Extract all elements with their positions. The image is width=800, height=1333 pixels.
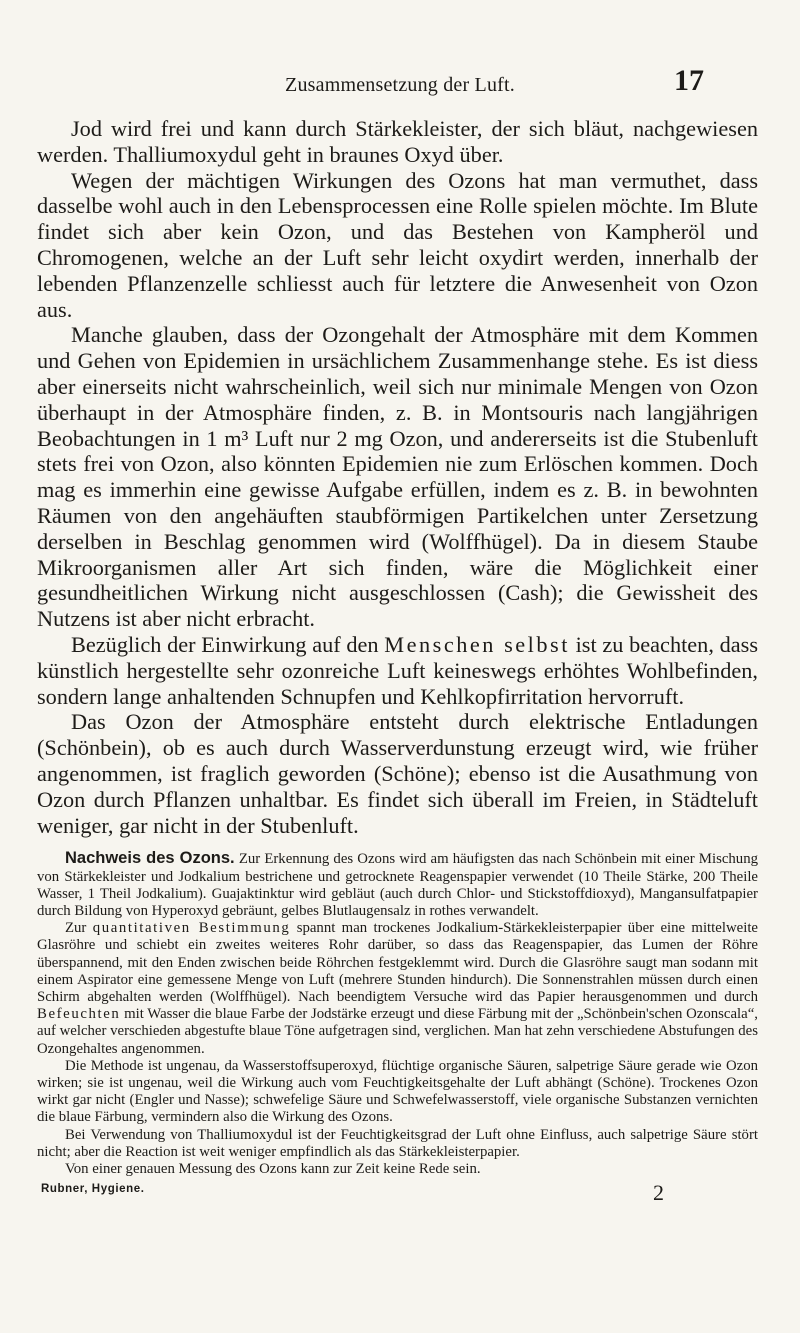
emphasis-spaced: quantitativen Bestimmung xyxy=(92,920,291,937)
text-run: ist zu beachten, dass künstlich hergestellte sehr ozonreiche Luft keineswegs erhöhtes Wohlbefinden, sondern lange anhaltenden Schnupfen und Kehlkopfirritation hervorruft. xyxy=(37,631,758,709)
running-title: Zusammensetzung der Luft. xyxy=(285,74,515,96)
main-text-block xyxy=(37,116,758,838)
printer-signature: Rubner, Hygiene. xyxy=(41,1183,145,1196)
section-heading: Nachweis des Ozons. xyxy=(65,849,235,868)
page-number: 17 xyxy=(674,64,704,97)
small-paragraph: Bei Verwendung von Thalliumoxydul ist der Feuchtigkeitsgrad der Luft ohne Einfluss, auch salpetrige Säure stört nicht; aber die Reaction ist weit weniger empfindlich als das Stärkekleisterpapier. xyxy=(37,1126,758,1160)
text-run: Bezüglich der Einwirkung auf den xyxy=(71,631,385,657)
section-nachweis xyxy=(37,850,758,920)
text-run: Zur Erkennung des Ozons wird am häufigsten das nach Schönbein mit einer Mischung von Stärkekleister und Jodkalium bestrichene und getrocknete Reagenspapier verwendet (10 Theile Stärke, 200 Theile Wasser, 1 Theil Jodkalium). Guajaktinktur wird gebläut (auch durch Chlor- und Stickstoffdioxyd), Mangansulfatpapier durch Bildung von Hyperoxyd gebräunt, gelbes Blutlaugensalz in rothes verwandelt. xyxy=(37,851,758,919)
small-paragraph: Von einer genauen Messung des Ozons kann zur Zeit keine Rede sein. xyxy=(65,1160,481,1177)
text-run: spannt man trockenes Jodkalium-Stärkekleisterpapier über eine mittelweite Glasröhre und schiebt ein zweites weiteres Rohr darüber, so dass das Reagenspapier, das Lumen der Röhre überspannend, mit den Enden zwischen beide Röhrchen festgeklemmt wird. Durch die Glasröhre saugt man sodann mit einem Aspirator eine gemessene Menge von Luft (mehrere Stunden hindurch). Die Sonnenstrahlen müssen durch einen Schirm abgehalten werden (Wolffhügel). Nach beendigtem Versuche wird das Papier herausgenommen und durch xyxy=(37,920,758,1005)
text-run: mit Wasser die blaue Farbe der Jodstärke erzeugt und diese Färbung mit der „Schönbein'schen Ozonscala“, auf welcher verschieden abgestufte blaue Töne aufgetragen sind, verglichen. Man hat zehn verschiedene Abstufungen des Ozongehaltes angenommen. xyxy=(37,1006,758,1057)
paragraph-quantitative xyxy=(37,920,758,1058)
page-body xyxy=(37,116,758,1206)
emphasis-spaced: Befeuchten xyxy=(37,1006,121,1023)
paragraph: Das Ozon der Atmosphäre entsteht durch elektrische Entladungen (Schönbein), ob es auch durch Wasserverdunstung erzeugt wird, wie früher angenommen, ist fraglich geworden (Schöne); ebenso ist die Ausathmung von Ozon durch Pflanzen unhaltbar. Es findet sich überall im Freien, in Städteluft weniger, gar nicht in der Stubenluft. xyxy=(37,709,758,838)
paragraph: Manche glauben, dass der Ozongehalt der Atmosphäre mit dem Kommen und Gehen von Epidemien in ursächlichem Zusammenhange stehe. Es ist diess aber einerseits nicht wahrscheinlich, weil sich nur minimale Mengen von Ozon überhaupt in der Atmosphäre finden, z. B. in Montsouris nach langjährigen Beobachtungen in 1 m³ Luft nur 2 mg Ozon, und andererseits ist die Stubenluft stets frei von Ozon, also könnten Epidemien nie zum Erlöschen kommen. Doch mag es immerhin eine gewisse Aufgabe erfüllen, indem es z. B. in bewohnten Räumen von den angehäuften staubförmigen Partikelchen unter Zersetzung derselben in Beschlag genommen wird (Wolffhügel). Da in diesem Staube Mikroorganismen aller Art sich finden, wäre die Möglichkeit einer gesundheitlichen Wirkung nicht ausgeschlossen (Cash); die Gewissheit des Nutzens ist aber nicht erbracht. xyxy=(37,322,758,632)
text-run: Zur xyxy=(65,920,93,937)
signature-mark: 2 xyxy=(653,1180,664,1206)
page-header xyxy=(0,64,800,100)
paragraph: Jod wird frei und kann durch Stärkekleister, der sich bläut, nachgewiesen werden. Thalliumoxydul geht in braunes Oxyd über. xyxy=(37,116,758,167)
emphasis-spaced: Menschen selbst xyxy=(384,631,570,657)
paragraph: Wegen der mächtigen Wirkungen des Ozons hat man vermuthet, dass dasselbe wohl auch in den Lebensprocessen eine Rolle spielen möchte. Im Blute findet sich aber kein Ozon, und das Bestehen von Kampheröl und Chromogenen, welche an der Luft sehr leicht oxydirt werden, innerhalb der lebenden Pflanzenzelle schliesst auch für letztere die Anwesenheit von Ozon aus. xyxy=(37,167,758,322)
page-footer xyxy=(37,1180,758,1206)
small-paragraph: Die Methode ist ungenau, da Wasserstoffsuperoxyd, flüchtige organische Säuren, salpetrige Säure gerade wie Ozon wirken; sie ist ungenau, weil die Wirkung auch vom Feuchtigkeitsgehalte der Luft abhängt (Schöne). Trockenes Ozon wirkt gar nicht (Engler und Nasse); schwefelige Säure und Schwefelwasserstoff, viele organische Substanzen vernichten die blaue Färbung, vermindern also die Wirkung des Ozons. xyxy=(37,1057,758,1126)
paragraph-menschen xyxy=(37,632,758,709)
small-print-block xyxy=(37,850,758,1178)
